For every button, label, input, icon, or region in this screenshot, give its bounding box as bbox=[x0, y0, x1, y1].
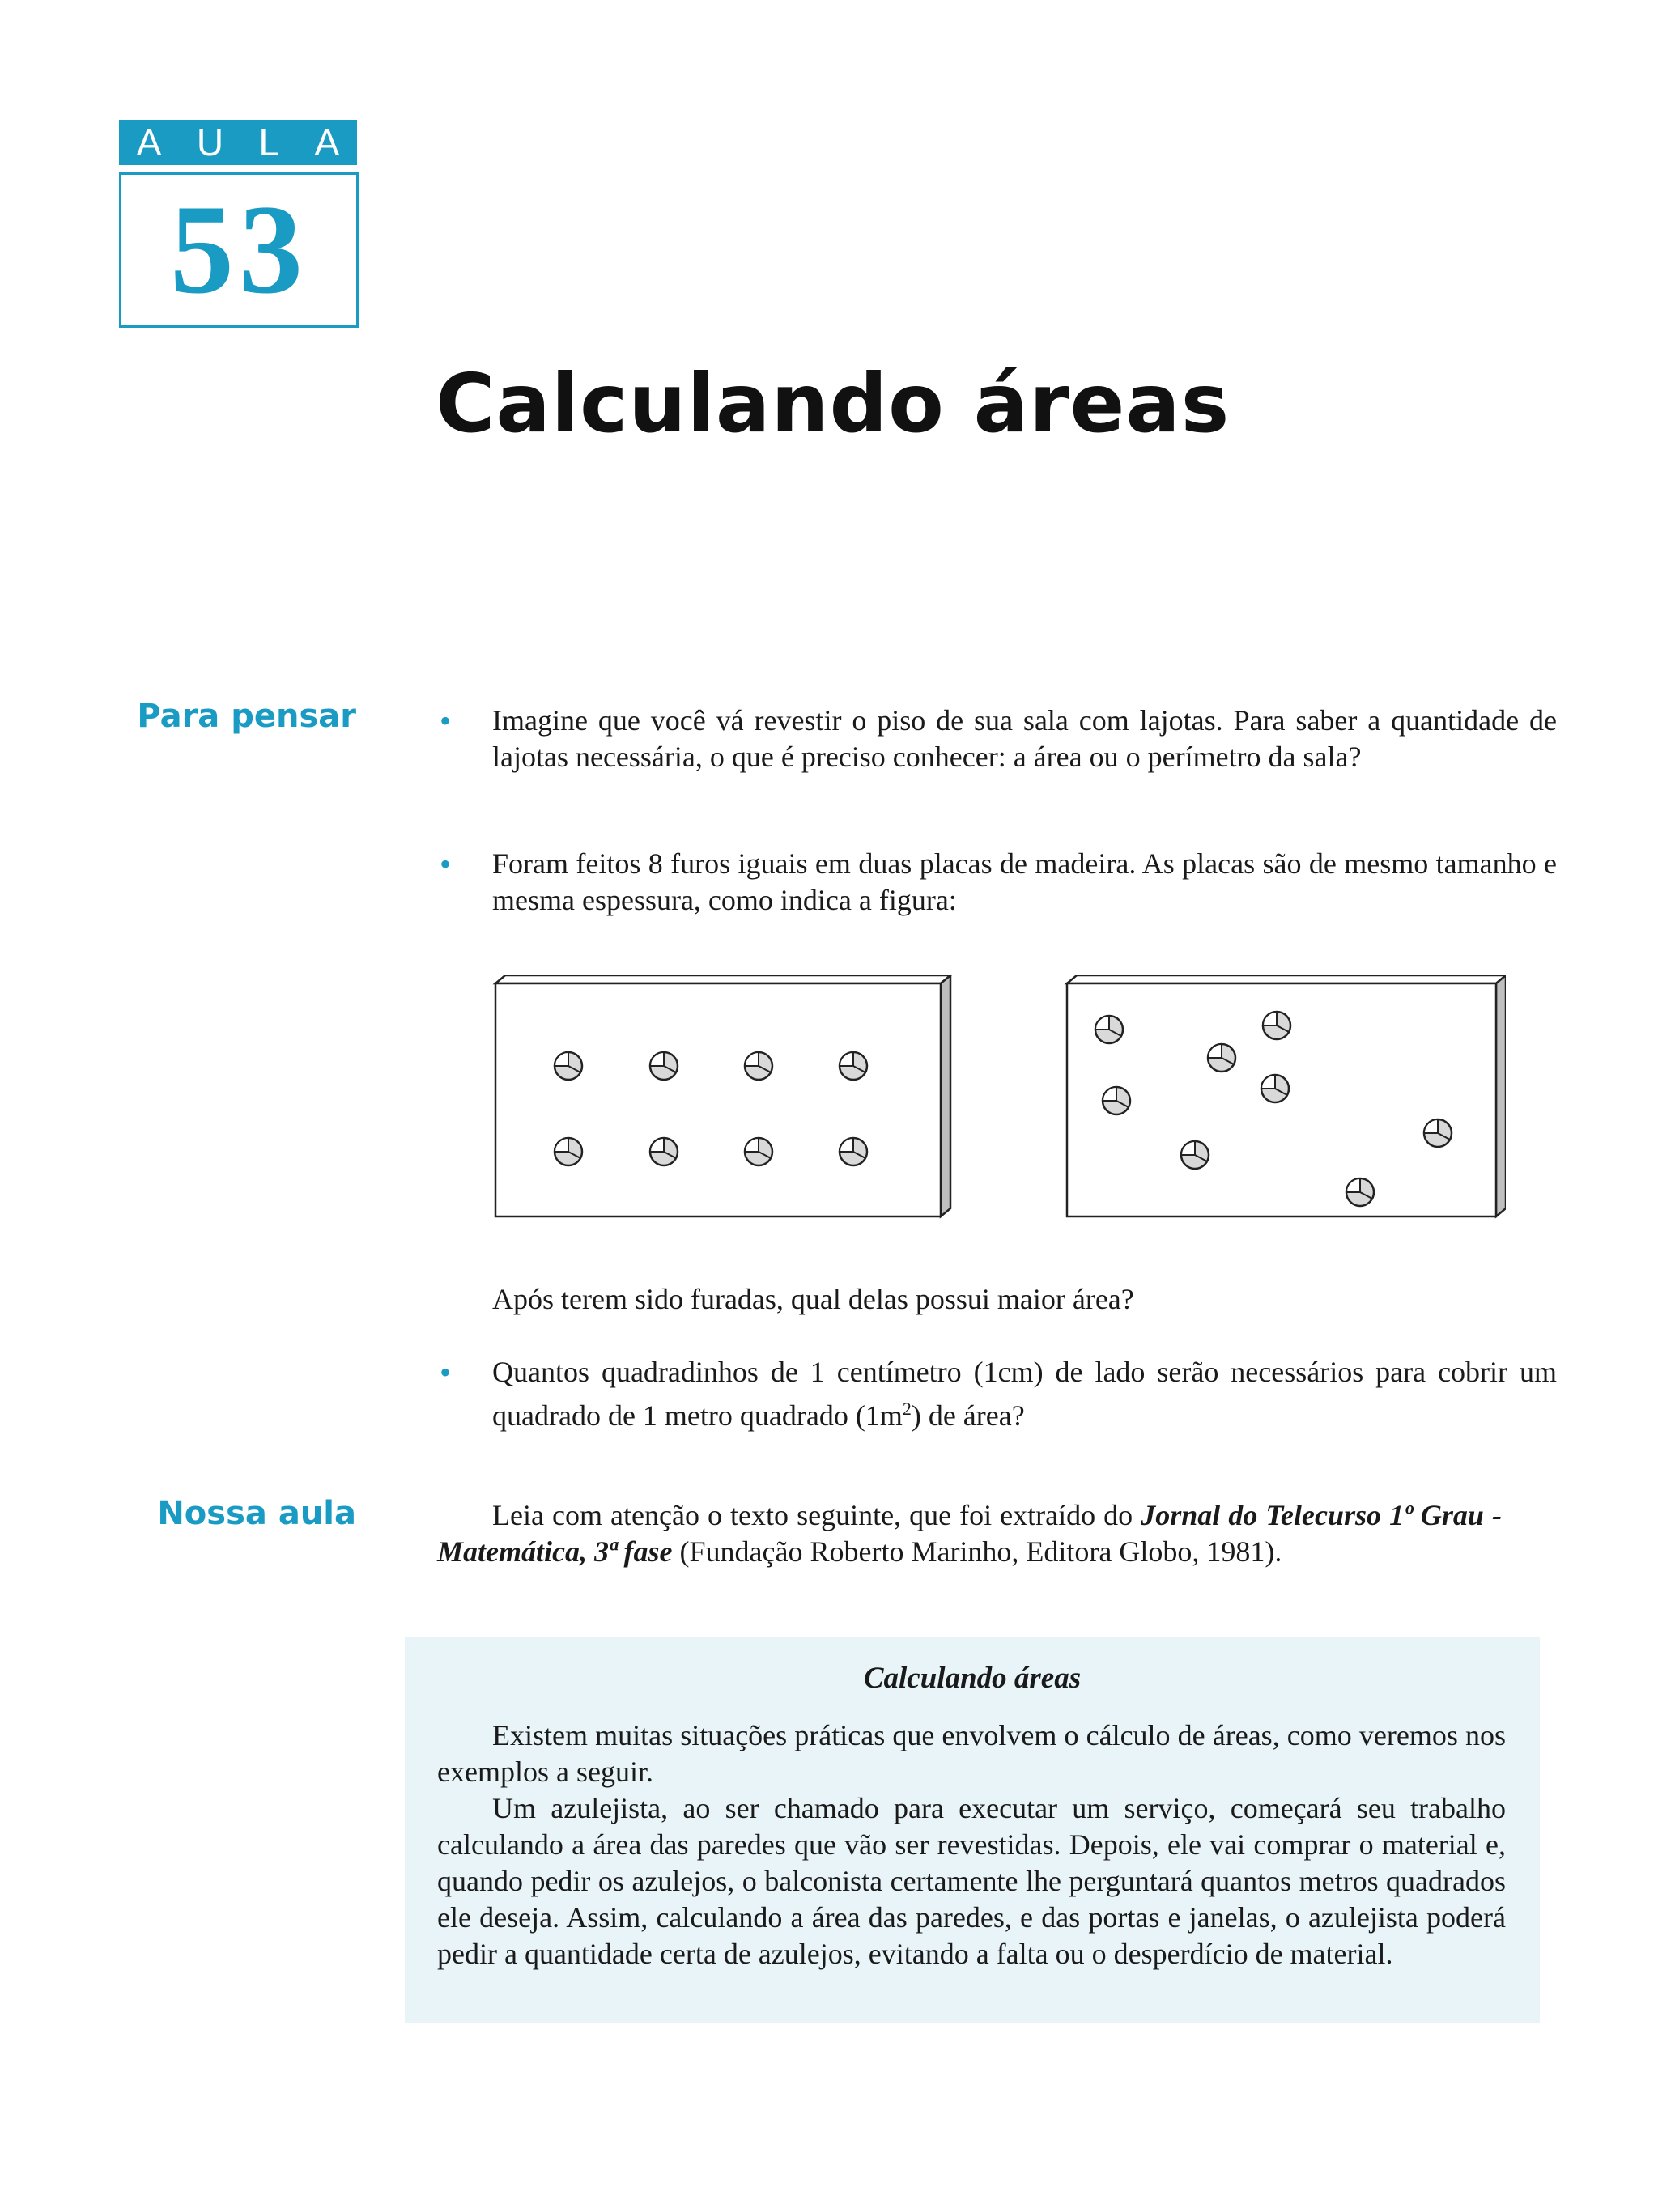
hole-icon bbox=[745, 1052, 772, 1080]
hole-icon bbox=[745, 1138, 772, 1165]
figure-question: Após terem sido furadas, qual delas possui maior área? bbox=[492, 1283, 1134, 1315]
question-item bbox=[437, 703, 1557, 775]
hole-icon bbox=[650, 1138, 678, 1165]
hole-icon bbox=[1181, 1141, 1209, 1169]
hole-icon bbox=[555, 1052, 582, 1080]
question-item bbox=[437, 1354, 1557, 1434]
section-label-para-pensar: Para pensar bbox=[137, 698, 356, 735]
plate-regular-holes bbox=[495, 975, 950, 1216]
aula-letter: A bbox=[136, 121, 162, 163]
quote-paragraph: Um azulejista, ao ser chamado para executar um serviço, começará seu trabalho calculando a área das paredes que vão ser revestidas. Depois, ele vai comprar o material e, quando pedir os azulejos, o balconista certamente lhe perguntará quantos metros quadrados ele deseja. Assim, calculando a área das paredes, e das portas e janelas, o azulejista poderá pedir a quantidade certa de azulejos, evitando a falta ou o desperdício de material. bbox=[437, 1792, 1506, 1970]
hole-icon bbox=[1103, 1087, 1130, 1114]
quote-paragraph: Existem muitas situações práticas que envolvem o cálculo de áreas, como veremos nos exemplos a seguir. bbox=[437, 1719, 1506, 1788]
hole-icon bbox=[1208, 1044, 1235, 1072]
bullet-icon: • bbox=[440, 846, 452, 882]
source-title: Jornal do Telecurso 1º Grau - Matemática, 3ª fase bbox=[437, 1499, 1502, 1568]
aula-number: 53 bbox=[170, 179, 308, 321]
section-label-nossa-aula: Nossa aula bbox=[157, 1495, 356, 1532]
aula-label bbox=[119, 120, 357, 165]
hole-icon bbox=[1346, 1178, 1374, 1206]
quoted-text-box bbox=[405, 1637, 1540, 2023]
quote-title: Calculando áreas bbox=[863, 1662, 1082, 1695]
quote-body bbox=[437, 1717, 1506, 1972]
plate-scattered-holes bbox=[1067, 975, 1506, 1216]
lesson-intro: Leia com atenção o texto seguinte, que foi extraído do Jornal do Telecurso 1º Grau - Matemática, 3ª fase (Fundação Roberto Marinho, Editora Globo, 1981). bbox=[437, 1499, 1502, 1568]
hole-icon bbox=[650, 1052, 678, 1080]
question-text: Foram feitos 8 furos iguais em duas placas de madeira. As placas são de mesmo tamanho e mesma espessura, como indica a figura: bbox=[492, 847, 1557, 916]
wooden-plates-figure bbox=[486, 975, 1506, 1226]
question-text: Imagine que você vá revestir o piso de sua sala com lajotas. Para saber a quantidade de lajotas necessária, o que é preciso conhecer: a área ou o perímetro da sala? bbox=[492, 704, 1557, 773]
page-title: Calculando áreas bbox=[436, 356, 1231, 451]
question-text: Quantos quadradinhos de 1 centímetro (1cm) de lado serão necessários para cobrir um quadrado de 1 metro quadrado $(1m^2)$ de área? bbox=[492, 1356, 1557, 1432]
aula-letter: U bbox=[196, 121, 224, 163]
hole-icon bbox=[1095, 1016, 1123, 1043]
hole-icon bbox=[555, 1138, 582, 1165]
bullet-icon: • bbox=[440, 1354, 452, 1390]
hole-icon bbox=[1263, 1012, 1290, 1039]
question-item bbox=[437, 846, 1557, 919]
aula-number-box bbox=[119, 172, 359, 328]
bullet-icon: • bbox=[440, 703, 452, 739]
aula-letter: A bbox=[314, 121, 340, 163]
hole-icon bbox=[840, 1138, 867, 1165]
hole-icon bbox=[1261, 1075, 1289, 1102]
hole-icon bbox=[840, 1052, 867, 1080]
aula-letter: L bbox=[258, 121, 280, 163]
hole-icon bbox=[1424, 1119, 1452, 1147]
